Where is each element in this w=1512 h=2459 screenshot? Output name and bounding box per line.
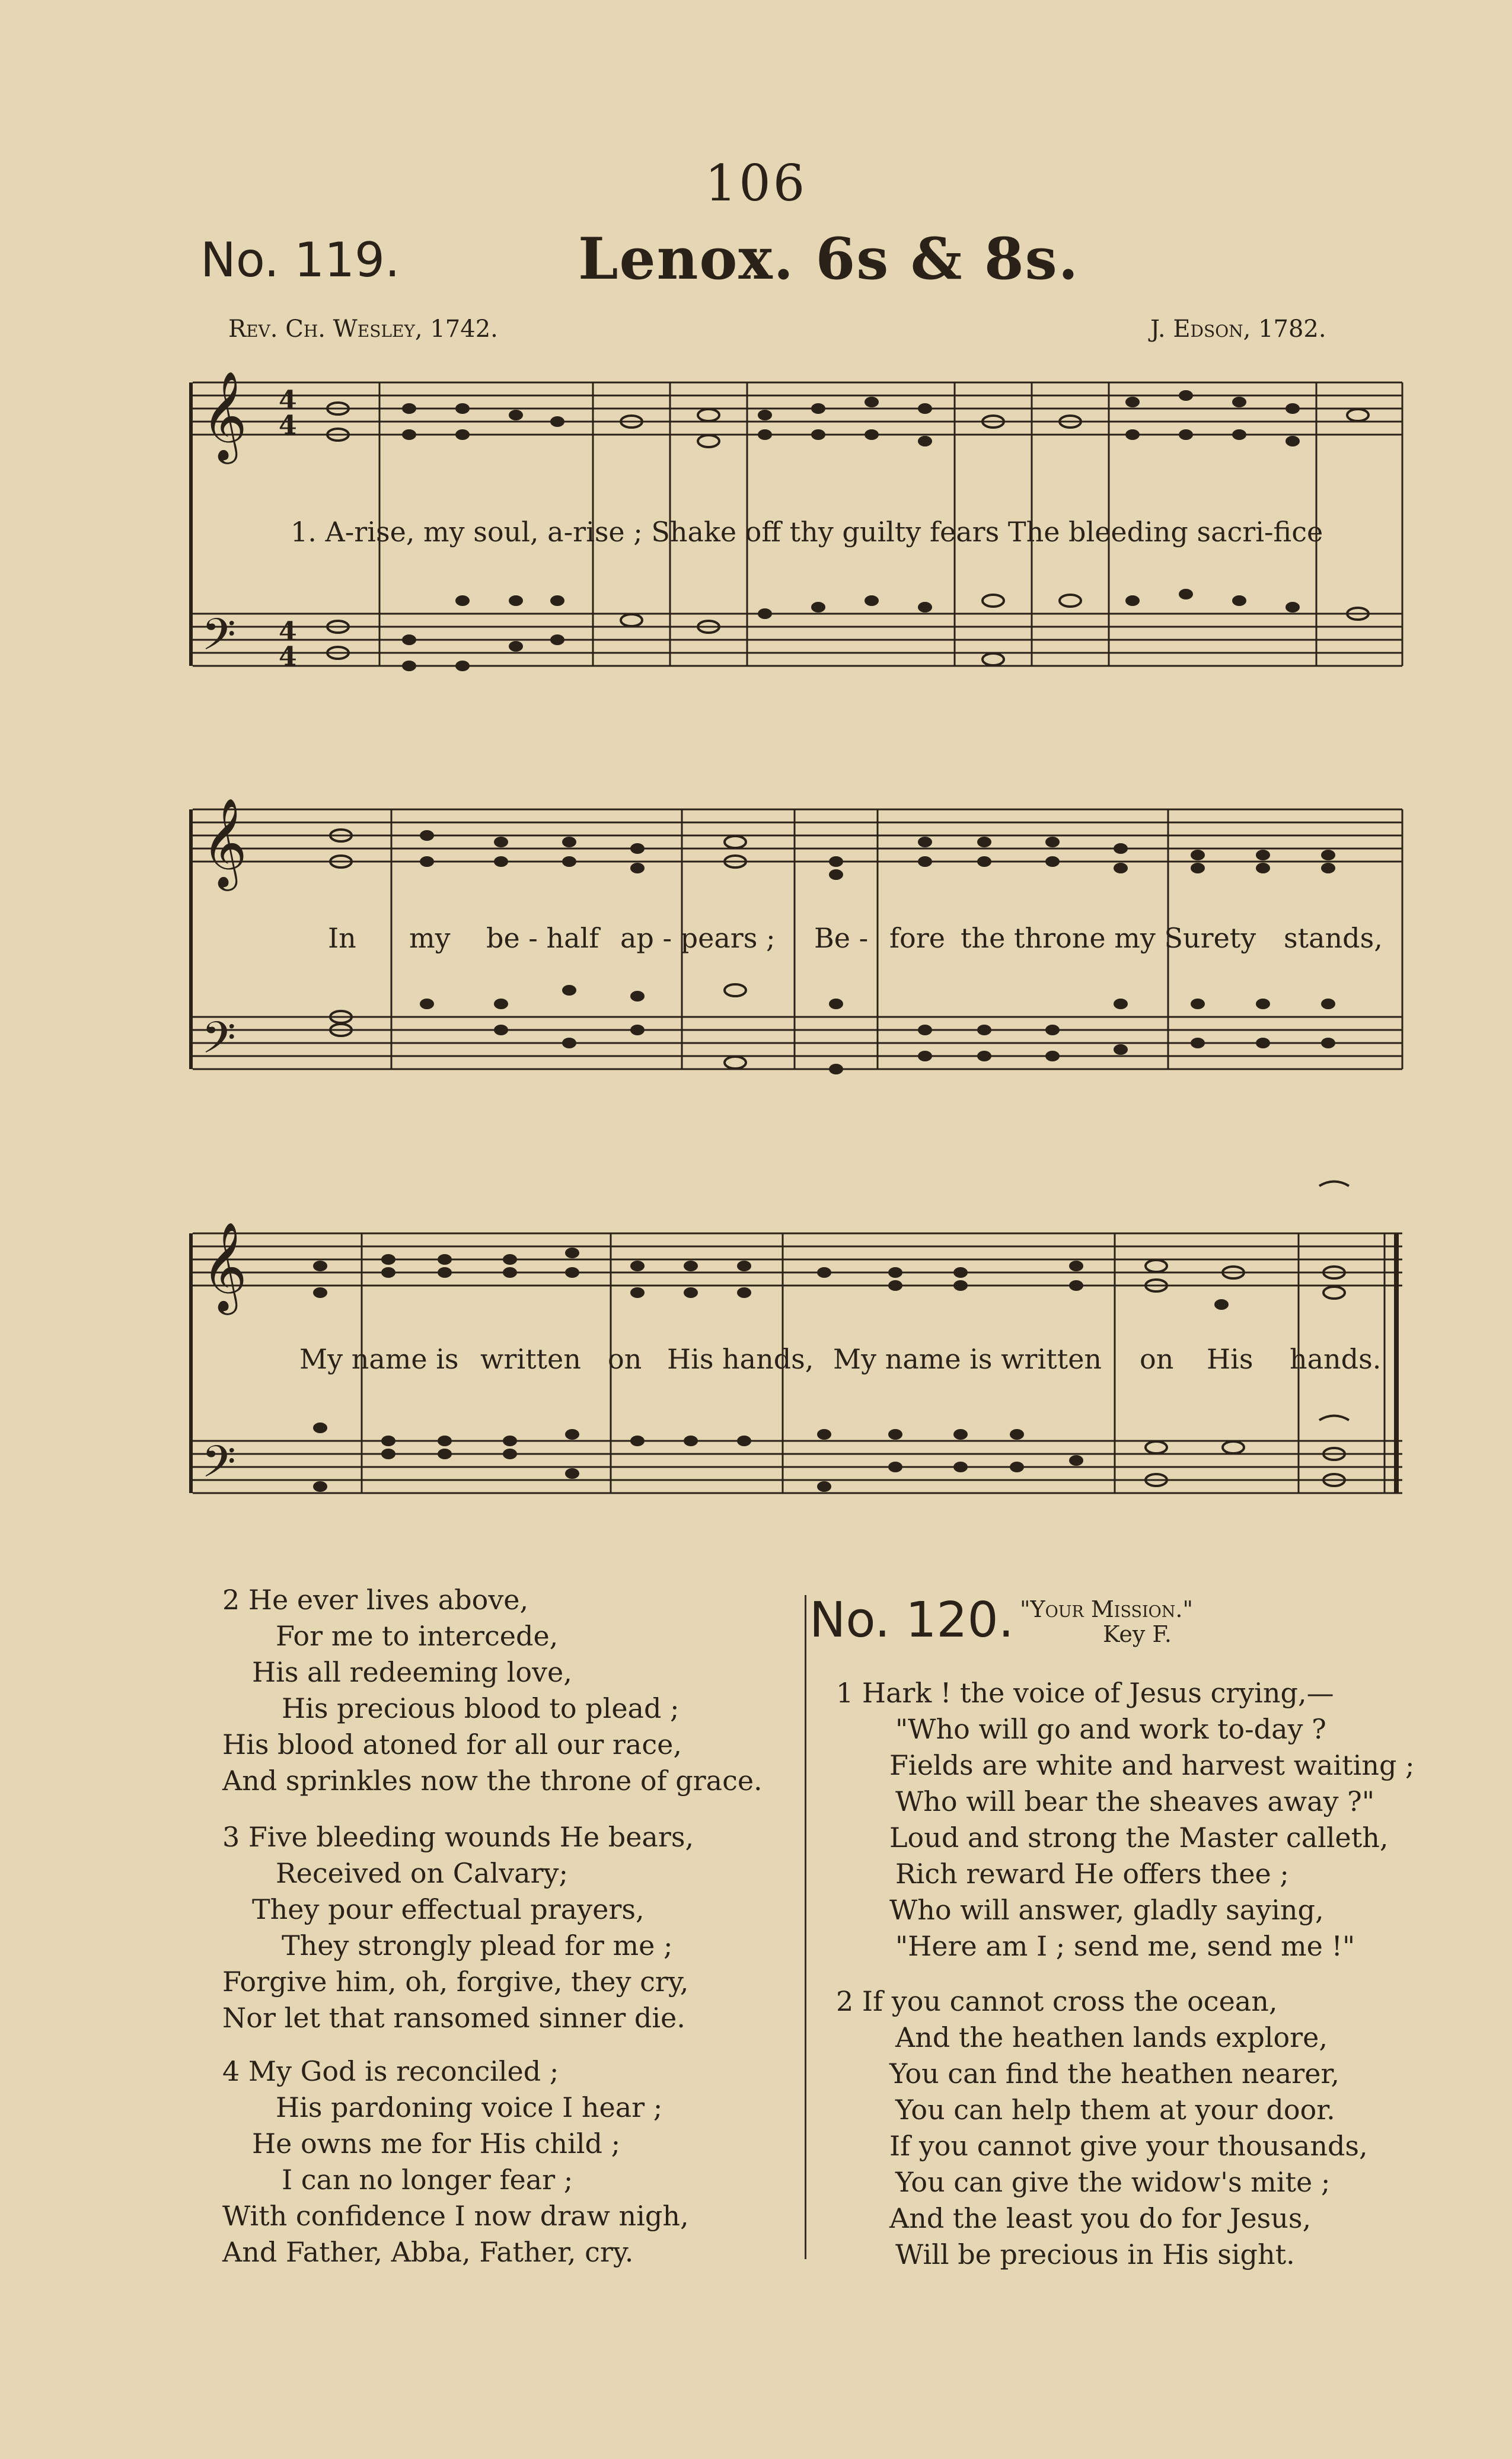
stanza-line: Fields are white and harvest waiting ; (889, 1749, 1415, 1781)
stanza-line: His pardoning voice I hear ; (276, 2091, 663, 2123)
page-number: 106 (704, 154, 808, 212)
stanza-line: And the heathen lands explore, (895, 2021, 1328, 2053)
composer-credit: J. Edson, 1782. (1150, 315, 1326, 343)
lyric-line-3-w8: hands. (1290, 1343, 1382, 1375)
stanza-line: Forgive him, oh, forgive, they cry, (222, 1966, 689, 1998)
column-divider (805, 1595, 806, 2259)
lyric-line-3-w2: written (480, 1343, 581, 1375)
stanza-2 (222, 1582, 763, 1799)
stanza-line: They pour effectual prayers, (252, 1893, 645, 1925)
lyric-line-3-w6: on (1140, 1343, 1174, 1375)
lyric-line-3-w7: His (1207, 1343, 1253, 1375)
svg-text:4: 4 (279, 617, 297, 647)
stanza-line: Who will bear the sheaves away ?" (895, 1785, 1374, 1817)
stanza-line: 2 If you cannot cross the ocean, (836, 1985, 1278, 2017)
stanza-line: Rich reward He offers thee ; (895, 1858, 1289, 1890)
stanza-line: And the least you do for Jesus, (889, 2202, 1312, 2234)
lyric-line-2-w2: my (409, 922, 451, 954)
stanza-line: You can help them at your door. (895, 2094, 1335, 2126)
svg-text:4: 4 (279, 410, 297, 441)
stanza-line: With confidence I now draw nigh, (222, 2200, 689, 2232)
stanza-line: I can no longer fear ; (282, 2164, 573, 2196)
hymn-title: Lenox. 6s & 8s. (578, 225, 1080, 292)
lyric-line-3-w4: His hands, (667, 1343, 814, 1375)
svg-text:𝄢: 𝄢 (202, 609, 236, 671)
lyric-line-2-w6: fore (889, 922, 945, 954)
stanza-line: They strongly plead for me ; (282, 1929, 673, 1962)
stanza-line: If you cannot give your thousands, (889, 2130, 1368, 2162)
svg-text:𝄞: 𝄞 (202, 1221, 247, 1311)
lyric-line-2-w8: stands, (1284, 922, 1383, 954)
svg-text:𝄞: 𝄞 (202, 797, 247, 887)
stanza-line: 3 Five bleeding wounds He bears, (222, 1821, 694, 1853)
stanza-line: His all redeeming love, (252, 1656, 572, 1688)
hymn-120-number: No. 120. (809, 1592, 1014, 1648)
stanza-line: His blood atoned for all our race, (222, 1728, 682, 1760)
lyric-line-3-w5: My name is written (833, 1343, 1102, 1375)
stanza-line: He owns me for His child ; (252, 2128, 621, 2160)
stanza-line: And Father, Abba, Father, cry. (222, 2236, 634, 2268)
stanza-4 (222, 2053, 689, 2270)
svg-text:4: 4 (279, 642, 297, 672)
stanza-line: Received on Calvary; (276, 1857, 568, 1889)
stanza-3 (222, 1819, 694, 2036)
hymn-number: No. 119. (200, 232, 400, 288)
svg-text:𝄞: 𝄞 (202, 370, 247, 460)
stanza-line: Nor let that ransomed sinner die. (222, 2002, 685, 2034)
lyric-line-2-w1: In (328, 922, 356, 954)
svg-text:𝄢: 𝄢 (202, 1012, 236, 1074)
hymn-120-subtitle: "Your Mission." (1020, 1596, 1193, 1622)
stanza-line: "Who will go and work to-day ? (895, 1713, 1326, 1745)
svg-text:4: 4 (279, 385, 297, 416)
stanza-line: 1 Hark ! the voice of Jesus crying,— (836, 1677, 1334, 1709)
stanza-line: "Here am I ; send me, send me !" (895, 1930, 1355, 1962)
stanza-line: You can find the heathen nearer, (889, 2058, 1339, 2090)
stanza-line: His precious blood to plead ; (282, 1692, 680, 1724)
lyric-line-3-w1: My name is (299, 1343, 459, 1375)
hymn-120-key: Key F. (1103, 1621, 1172, 1647)
lyric-line-2-w4: ap - pears ; (620, 922, 776, 954)
lyric-line-3-w3: on (608, 1343, 642, 1375)
author-credit: Rev. Ch. Wesley, 1742. (228, 315, 498, 343)
lyric-line-1: 1. A-rise, my soul, a-rise ; Shake off thy guilty fears The bleeding sacri-fice (291, 516, 1323, 548)
stanza-line: Who will answer, gladly saying, (889, 1894, 1324, 1926)
lyric-line-2-w5: Be - (814, 922, 869, 954)
stanza-line: Loud and strong the Master calleth, (889, 1822, 1389, 1854)
lyric-line-2-w7: the throne my Surety (961, 922, 1256, 954)
stanza-line: You can give the widow's mite ; (895, 2166, 1331, 2198)
stanza-line: 4 My God is reconciled ; (222, 2055, 559, 2087)
svg-text:𝄢: 𝄢 (202, 1436, 236, 1498)
stanza-line: For me to intercede, (276, 1620, 559, 1652)
hymn-120-stanza-2 (836, 1983, 1368, 2273)
stanza-line: Will be precious in His sight. (895, 2238, 1295, 2270)
stanza-line: And sprinkles now the throne of grace. (222, 1765, 763, 1797)
hymn-120-stanza-1 (836, 1675, 1415, 1964)
lyric-line-2-w3: be - half (486, 922, 599, 954)
stanza-line: 2 He ever lives above, (222, 1584, 529, 1616)
